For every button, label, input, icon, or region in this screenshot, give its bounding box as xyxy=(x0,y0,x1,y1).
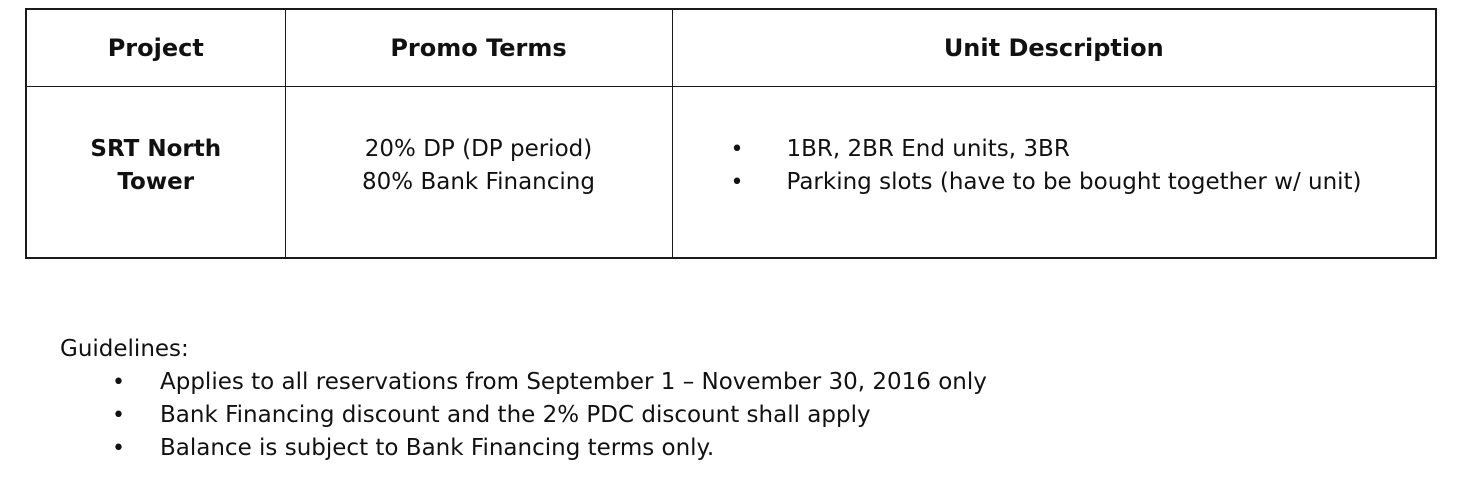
unit-description-text: Parking slots (have to be bought together w/ unit) xyxy=(786,169,1362,195)
list-item xyxy=(731,166,1436,199)
unit-description-cell xyxy=(672,87,1436,259)
project-name-line2: Tower xyxy=(117,169,195,195)
list-item xyxy=(112,366,987,399)
list-item xyxy=(112,432,987,465)
guidelines-list xyxy=(60,366,987,465)
table-row xyxy=(26,87,1436,259)
guideline-text: Bank Financing discount and the 2% PDC discount shall apply xyxy=(160,402,871,428)
guideline-text: Applies to all reservations from September 1 – November 30, 2016 only xyxy=(160,369,987,395)
promo-terms-line1: 20% DP (DP period) xyxy=(364,136,593,162)
guideline-text: Balance is subject to Bank Financing terms only. xyxy=(160,435,715,461)
project-cell xyxy=(26,87,285,259)
guidelines-section xyxy=(60,333,987,465)
unit-description-list xyxy=(673,133,1436,199)
promo-table xyxy=(25,8,1437,259)
list-item xyxy=(731,133,1436,166)
unit-description-text: 1BR, 2BR End units, 3BR xyxy=(786,136,1070,162)
header-promo-terms: Promo Terms xyxy=(285,9,672,87)
header-unit-description: Unit Description xyxy=(672,9,1436,87)
guidelines-title: Guidelines: xyxy=(60,336,189,362)
promo-terms-cell xyxy=(285,87,672,259)
bullet-icon: • xyxy=(730,170,744,195)
promo-terms-line2: 80% Bank Financing xyxy=(362,169,595,195)
bullet-icon: • xyxy=(112,370,125,395)
project-name-line1: SRT North xyxy=(90,136,222,162)
bullet-icon: • xyxy=(112,436,125,461)
list-item xyxy=(112,399,987,432)
table-header-row xyxy=(26,9,1436,87)
header-project: Project xyxy=(26,9,285,87)
bullet-icon: • xyxy=(730,137,744,162)
bullet-icon: • xyxy=(112,403,125,428)
